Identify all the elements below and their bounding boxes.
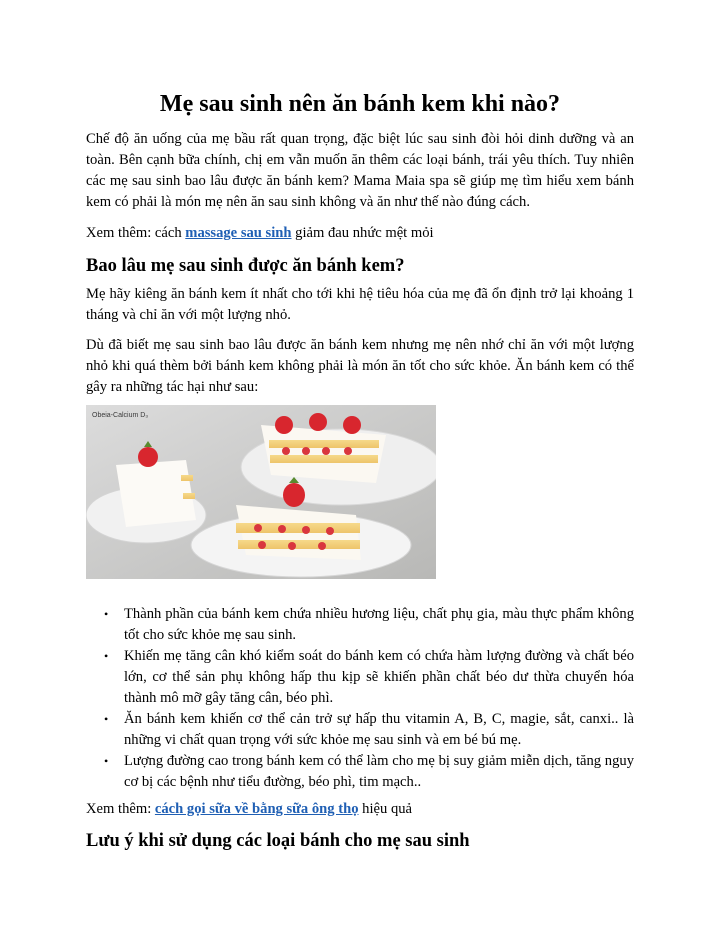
see-also-2 <box>86 799 634 820</box>
see-also-1-prefix: Xem thêm: cách <box>86 225 186 241</box>
list-item-text: Ăn bánh kem khiến cơ thể cản trở sự hấp thu vitamin A, B, C, magie, sắt, canxi.. là những vi chất quan trọng với sức khỏe mẹ sau sinh và em bé bú mẹ. <box>124 711 634 748</box>
photo-watermark: Obeia-Calcium D₃ <box>92 412 149 419</box>
section-1-paragraph-2: Dù đã biết mẹ sau sinh bao lâu được ăn bánh kem nhưng mẹ nên nhớ chỉ ăn với một lượng nhỏ khi quá thèm bởi bánh kem không phải là món ăn tốt cho sức khỏe. Ăn bánh kem có thể gây ra những tác hại như sau: <box>86 337 634 395</box>
section-heading-1: Bao lâu mẹ sau sinh được ăn bánh kem? <box>86 256 405 276</box>
cake-photo <box>86 405 436 579</box>
see-also-2-suffix: hiệu quả <box>358 801 413 817</box>
list-item <box>104 604 634 646</box>
page-title: Mẹ sau sinh nên ăn bánh kem khi nào? <box>159 91 561 117</box>
bullet-icon: • <box>104 649 109 663</box>
bullet-icon: • <box>104 754 109 768</box>
see-also-1-suffix: giảm đau nhức mệt mỏi <box>291 225 434 241</box>
bullet-list <box>86 604 634 793</box>
list-item <box>104 646 634 709</box>
list-item <box>104 751 634 793</box>
bullet-icon: • <box>104 712 109 726</box>
list-item <box>104 709 634 751</box>
section-heading-2: Lưu ý khi sử dụng các loại bánh cho mẹ sau sinh <box>86 831 470 851</box>
list-item-text: Khiến mẹ tăng cân khó kiểm soát do bánh kem có chứa hàm lượng đường và chất béo lớn, cơ thể sản phụ không hấp thu kịp sẽ khiến phần chất béo dư thừa chuyển hóa thành mô mỡ gây tăng cân, béo phì. <box>124 648 634 706</box>
list-item-text: Lượng đường cao trong bánh kem có thể làm cho mẹ bị suy giảm miễn dịch, tăng nguy cơ bị các bệnh như tiểu đường, béo phì, tim mạch.. <box>124 753 634 790</box>
see-also-1 <box>86 223 634 244</box>
list-item-text: Thành phần của bánh kem chứa nhiều hương liệu, chất phụ gia, màu thực phẩm không tốt cho sức khỏe mẹ sau sinh. <box>124 606 634 643</box>
bullet-icon: • <box>104 607 109 621</box>
intro-paragraph: Chế độ ăn uống của mẹ bầu rất quan trọng, đặc biệt lúc sau sinh đòi hỏi dinh dưỡng và an toàn. Bên cạnh bữa chính, chị em vẫn muốn ăn thêm các loại bánh, trái yêu thích. Tuy nhiên các mẹ sau sinh bao lâu được ăn bánh kem? Mama Maia spa sẽ giúp mẹ tìm hiểu xem bánh kem có phải là món mẹ nên ăn sau sinh không và ăn như thế nào đúng cách. <box>86 131 634 210</box>
document-page <box>86 0 634 854</box>
see-also-2-prefix: Xem thêm: <box>86 801 155 817</box>
section-1-paragraph-1: Mẹ hãy kiêng ăn bánh kem ít nhất cho tới khi hệ tiêu hóa của mẹ đã ổn định trở lại khoảng 1 tháng và chỉ ăn với một lượng nhỏ. <box>86 286 634 323</box>
milk-link[interactable]: cách gọi sữa về bằng sữa ông thọ <box>154 801 359 817</box>
massage-link[interactable]: massage sau sinh <box>185 225 292 241</box>
